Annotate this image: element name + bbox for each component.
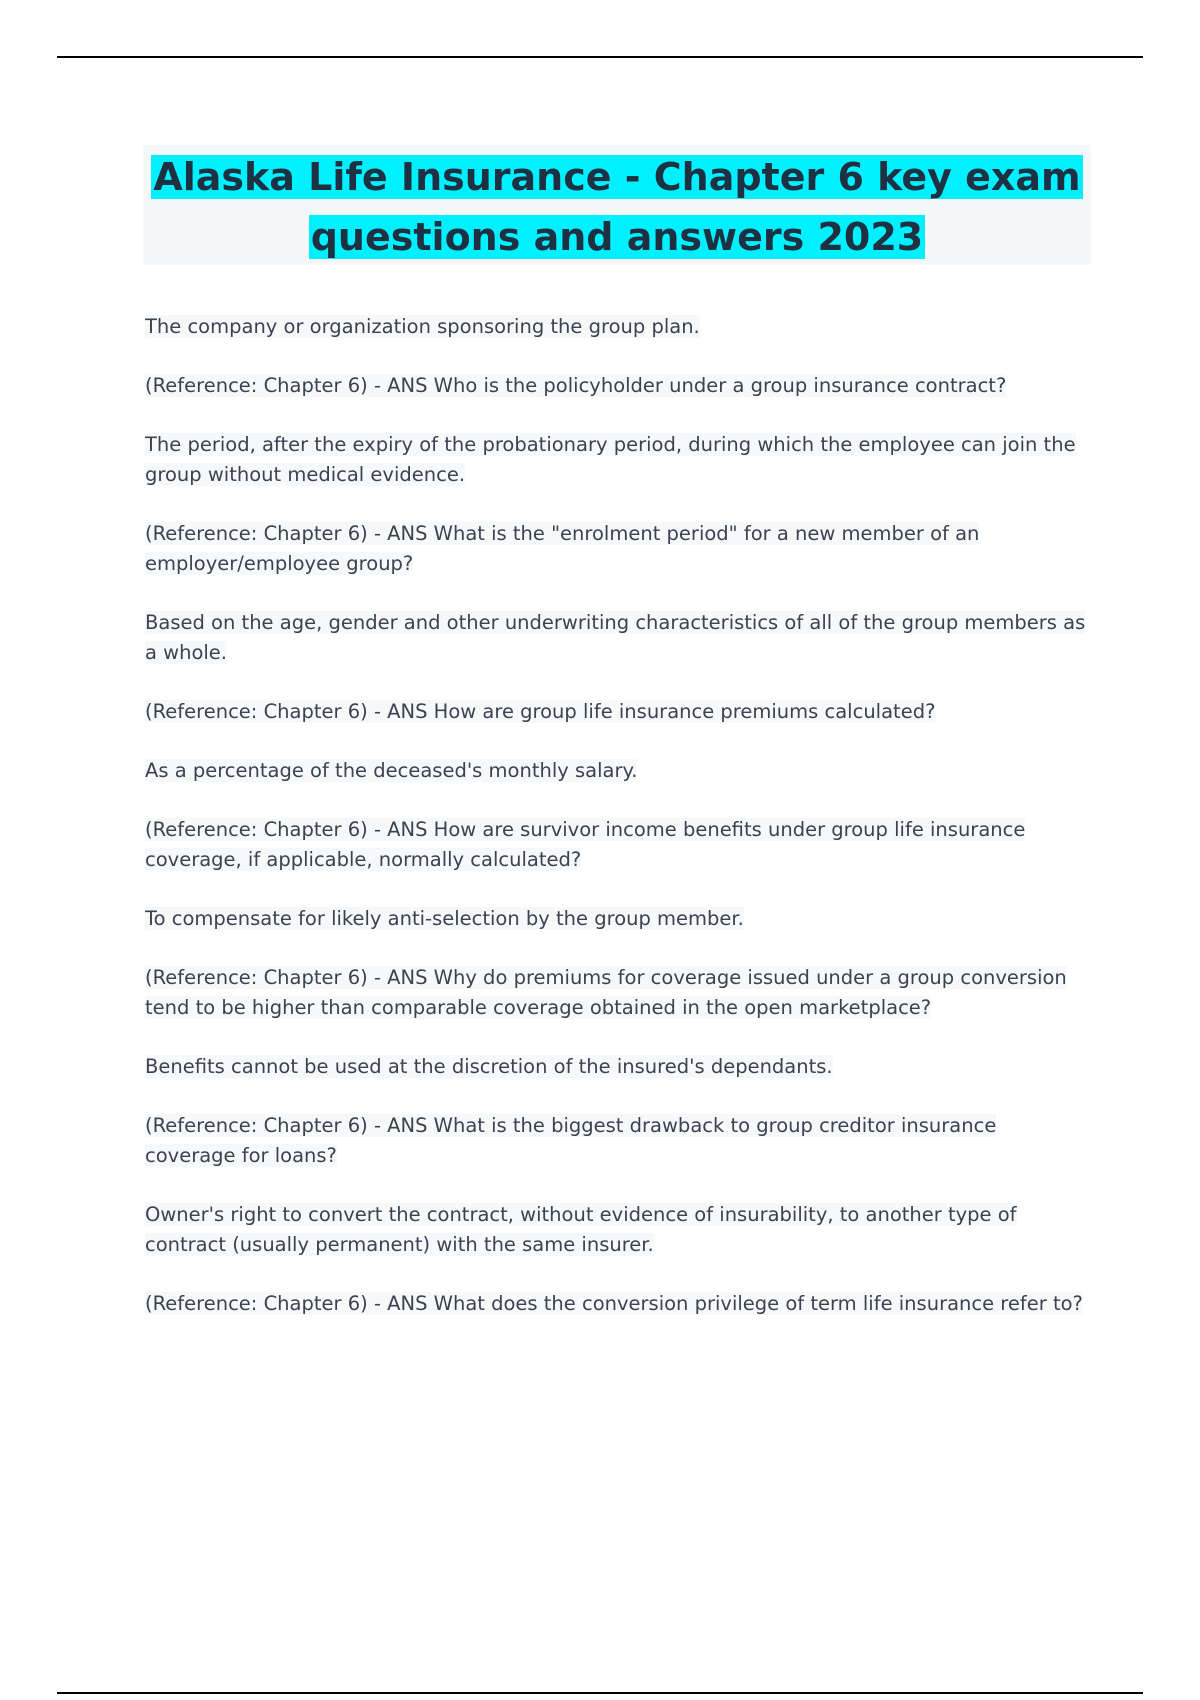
qa-item	[145, 1052, 1090, 1171]
bottom-rule	[57, 1692, 1143, 1694]
qa-item	[145, 904, 1090, 1023]
question-text: (Reference: Chapter 6) - ANS What does the conversion privilege of term life insurance refer to?	[145, 1292, 1083, 1315]
qa-item	[145, 312, 1090, 401]
question-text: (Reference: Chapter 6) - ANS Why do premiums for coverage issued under a group conversion tend to be higher than comparable coverage obtained in the open marketplace?	[145, 966, 1067, 1019]
answer-text: To compensate for likely anti-selection by the group member.	[145, 907, 744, 930]
question-text: (Reference: Chapter 6) - ANS What is the biggest drawback to group creditor insurance coverage for loans?	[145, 1114, 997, 1167]
answer-text: Based on the age, gender and other underwriting characteristics of all of the group members as a whole.	[145, 611, 1086, 664]
qa-list	[145, 312, 1090, 1348]
answer-text: As a percentage of the deceased's monthly salary.	[145, 759, 638, 782]
title-line-1: Alaska Life Insurance - Chapter 6 key exam	[153, 155, 1081, 199]
qa-item	[145, 608, 1090, 727]
question-text: (Reference: Chapter 6) - ANS How are group life insurance premiums calculated?	[145, 700, 936, 723]
title-block	[143, 145, 1091, 265]
title-line-2: questions and answers 2023	[310, 215, 924, 259]
answer-text: Benefits cannot be used at the discretion of the insured's dependants.	[145, 1055, 833, 1078]
qa-item	[145, 756, 1090, 875]
answer-text: The period, after the expiry of the probationary period, during which the employee can join the group without medical evidence.	[145, 433, 1076, 486]
qa-item	[145, 1200, 1090, 1319]
page-title	[143, 145, 1091, 267]
question-text: (Reference: Chapter 6) - ANS What is the "enrolment period" for a new member of an employer/employee group?	[145, 522, 980, 575]
answer-text: The company or organization sponsoring the group plan.	[145, 315, 700, 338]
top-rule	[57, 56, 1143, 58]
qa-item	[145, 430, 1090, 579]
question-text: (Reference: Chapter 6) - ANS Who is the policyholder under a group insurance contract?	[145, 374, 1007, 397]
question-text: (Reference: Chapter 6) - ANS How are survivor income benefits under group life insurance coverage, if applicable, normally calculated?	[145, 818, 1026, 871]
answer-text: Owner's right to convert the contract, without evidence of insurability, to another type of contract (usually permanent) with the same insurer.	[145, 1203, 1017, 1256]
